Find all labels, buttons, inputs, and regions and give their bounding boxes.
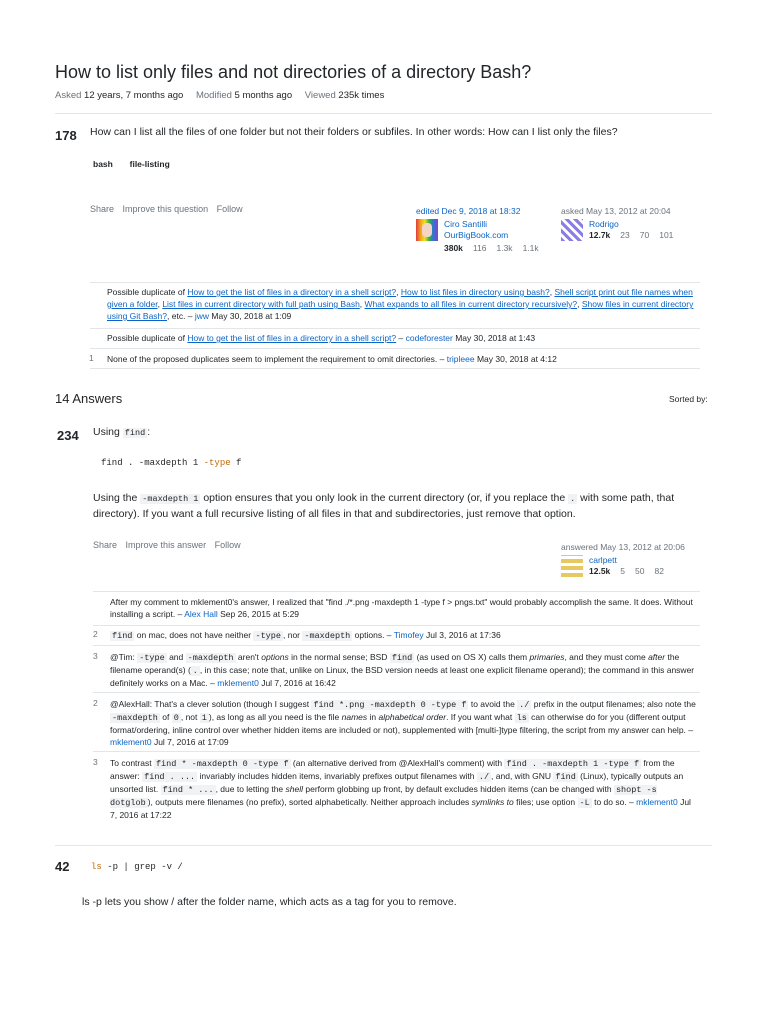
rep-score: 12.5k [589, 566, 611, 576]
question-post-menu [90, 204, 249, 214]
share-button[interactable]: Share [93, 540, 118, 550]
answer-2-body: ls -p lets you show / after the folder name, which acts as a tag for you to remove. [82, 896, 457, 908]
answer-comment-4: @AlexHall: That's a clever solution (though I suggest find *.png -maxdepth 0 -type f to avoid the ./ prefix in the output filenames; also note the -maxdepth of 0 , not 1 ), as long as all you need is the file names in alphabetical order. If you want what ls can otherwise do for you (different output format/ordering, inline control over whether hidden items are included or not), supplemented with [multi-]type filtering, the script from my answer can help. – mklement0 Jul 7, 2016 at 17:09 [110, 699, 696, 747]
badge-gold: 116 [472, 243, 487, 253]
ciro-avatar[interactable] [416, 219, 438, 241]
answer-1-code-block: find . -maxdepth 1 -type f [101, 458, 242, 468]
rodrigo-username[interactable]: Rodrigo [589, 219, 619, 229]
dup-link-6[interactable]: Show files in current directory using Git Bash? [107, 299, 694, 321]
comment-divider [90, 368, 700, 369]
dup-link-4[interactable]: List files in current directory with full path using Bash [162, 299, 360, 309]
question-comment-2: Possible duplicate of How to get the list of files in a directory in a shell script? – codeforester May 30, 2018 at 1:43 [107, 333, 536, 343]
ciro-username-2[interactable]: OurBigBook.com [444, 230, 509, 240]
rep-score: 380k [444, 243, 463, 253]
comment-score: 3 [93, 757, 98, 767]
question-comment-3: None of the proposed duplicates seem to implement the requirement to omit directories. – tripleee May 30, 2018 at 4:12 [107, 354, 557, 364]
answer-1-score: 234 [57, 428, 79, 443]
question-meta [55, 90, 394, 101]
share-button[interactable]: Share [90, 204, 115, 214]
dup-link-5[interactable]: What expands to all files in current directory recursively? [364, 299, 578, 309]
comment-score: 3 [93, 651, 98, 661]
comment-divider [90, 282, 700, 283]
answer-2-score: 42 [55, 859, 70, 874]
comment-date: May 30, 2018 at 4:12 [474, 354, 557, 364]
comment-user[interactable]: mklement0 [110, 737, 152, 747]
comment-date: May 30, 2018 at 1:43 [452, 333, 536, 343]
comment-user[interactable]: tripleee [446, 354, 475, 364]
answer-divider [55, 845, 712, 846]
carlpett-reputation [589, 566, 674, 577]
comment-user[interactable]: Timofey [393, 630, 424, 640]
comment-user[interactable]: codeforester [405, 333, 453, 343]
answer-comment-3: @Tim: -type and -maxdepth aren't options in the normal sense; BSD find (as used on OS X) calls them primaries, and they must come after the filename operand(s) ( . , in this case; note that, unlike on Linux, the BSD version needs at least one explicit filename operand); the command in this answer definitely works on a Mac. – mklement0 Jul 7, 2016 at 16:42 [110, 652, 695, 688]
inline-code: find [124, 428, 146, 438]
badge-silver: 50 [635, 566, 645, 576]
comment-divider [93, 625, 700, 626]
answered-card [561, 542, 711, 577]
ciro-reputation [444, 243, 556, 253]
answer-comment-2: find on mac, does not have neither -type , nor -maxdepth options. – Timofey Jul 3, 2016 at 17:36 [112, 630, 501, 641]
answers-count: 14 Answers [55, 391, 123, 406]
asked-value: 12 years, 7 months ago [84, 90, 184, 101]
follow-button[interactable]: Follow [216, 204, 243, 214]
edited-card [416, 206, 556, 253]
comment-divider [93, 591, 700, 592]
dup-link[interactable]: How to get the list of files in a directory in a shell script? [187, 333, 397, 343]
dup-link-2[interactable]: How to list files in directory using bash? [400, 287, 550, 297]
comment-score: 1 [89, 353, 94, 363]
asked-card [561, 206, 711, 241]
tag-file-listing[interactable]: file-listing [129, 159, 170, 169]
follow-button[interactable]: Follow [214, 540, 241, 550]
comment-divider [93, 645, 700, 646]
rodrigo-reputation [589, 230, 683, 241]
tag-bash[interactable]: bash [93, 159, 113, 169]
comment-user[interactable]: mklement0 [217, 678, 259, 688]
answered-date: answered May 13, 2012 at 20:06 [561, 542, 685, 552]
comment-divider [93, 692, 700, 693]
modified-label: Modified [195, 90, 232, 101]
answer-2-code: ls -p | grep -v / [91, 862, 183, 872]
comment-date: May 30, 2018 at 1:09 [209, 311, 292, 321]
comment-divider [90, 348, 700, 349]
comment-user[interactable]: jww [194, 311, 210, 321]
question-tags [88, 159, 179, 170]
carlpett-avatar[interactable] [561, 555, 583, 577]
viewed-value: 235k times [338, 90, 385, 101]
dup-link-1[interactable]: How to get the list of files in a directory in a shell script? [187, 287, 397, 297]
sorted-by-label[interactable]: Sorted by: [669, 394, 708, 404]
badge-bronze: 1.1k [522, 243, 539, 253]
comment-divider [90, 328, 700, 329]
viewed-label: Viewed [304, 90, 336, 101]
improve-answer-button[interactable]: Improve this answer [125, 540, 207, 550]
question-score: 178 [55, 128, 77, 143]
rodrigo-avatar[interactable] [561, 219, 583, 241]
answer-comment-1: After my comment to mklement0's answer, I realized that "find ./*.png -maxdepth 1 -type f > pngs.txt" would probably accomplish the same. It does. Without installing a script. – Alex Hall Sep 26, 2015 at 5:29 [110, 597, 693, 619]
improve-question-button[interactable]: Improve this question [122, 204, 209, 214]
comment-user[interactable]: Alex Hall [184, 609, 218, 619]
badge-bronze: 82 [654, 566, 664, 576]
question-body: How can I list all the files of one folder but not their folders or subfiles. In other words: How can I list only the files? [90, 126, 618, 138]
carlpett-username[interactable]: carlpett [589, 555, 617, 565]
answer-1-body: Using the -maxdepth 1 option ensures that you only look in the current directory (or, if you replace the . with some path, that directory). If you want a full recursive listing of all files in that and subdirectories, just remove that option. [93, 492, 675, 520]
question-comment-1: Possible duplicate of How to get the list of files in a directory in a shell script?, How to list files in directory using bash?, Shell script print out file names when given a folder, List files in current directory with full path using Bash, What expands to all files in current directory recursively?, Show files in current directory using Git Bash?, etc. – jww May 30, 2018 at 1:09 [107, 287, 694, 321]
answer-1-post-menu [93, 540, 247, 550]
comment-score: 2 [93, 698, 98, 708]
answer-comment-5: To contrast find * -maxdepth 0 -type f (an alternative derived from @AlexHall's comment) with find . -maxdepth 1 -type f from the answer: find . ... invariably includes hidden items, invariably prefixes output filenames with ./ , and, with GNU find (Linux), typically outputs an unsorted list. find * ... , due to letting the shell perform globbing up front, by default excludes hidden items (can be changed with shopt -s dotglob ), outputs mere filenames (no prefix), sorted alphabetically. Neither approach includes symlinks to files; use option -L to do so. – mklement0 Jul 7, 2016 at 17:22 [110, 758, 691, 820]
badge-bronze: 101 [659, 230, 674, 240]
badge-silver: 70 [639, 230, 650, 240]
modified-value: 5 months ago [234, 90, 293, 101]
header-divider [55, 113, 712, 114]
edited-date[interactable]: edited Dec 9, 2018 at 18:32 [416, 206, 521, 216]
question-title[interactable]: How to list only files and not directories of a directory Bash? [55, 62, 532, 82]
answer-1-intro: Using find : [93, 426, 151, 438]
comment-score: 2 [93, 629, 98, 639]
ciro-username[interactable]: Ciro Santilli [444, 219, 487, 229]
dup-link-3[interactable]: Shell script print out file names when given a folder [107, 287, 693, 309]
badge-silver: 1.3k [496, 243, 513, 253]
asked-label: Asked [55, 90, 82, 101]
asked-date: asked May 13, 2012 at 20:04 [561, 206, 671, 216]
badge-gold: 23 [620, 230, 630, 240]
comment-divider [93, 751, 700, 752]
comment-user[interactable]: mklement0 [636, 797, 678, 807]
rep-score: 12.7k [589, 230, 611, 240]
badge-gold: 5 [620, 566, 626, 576]
